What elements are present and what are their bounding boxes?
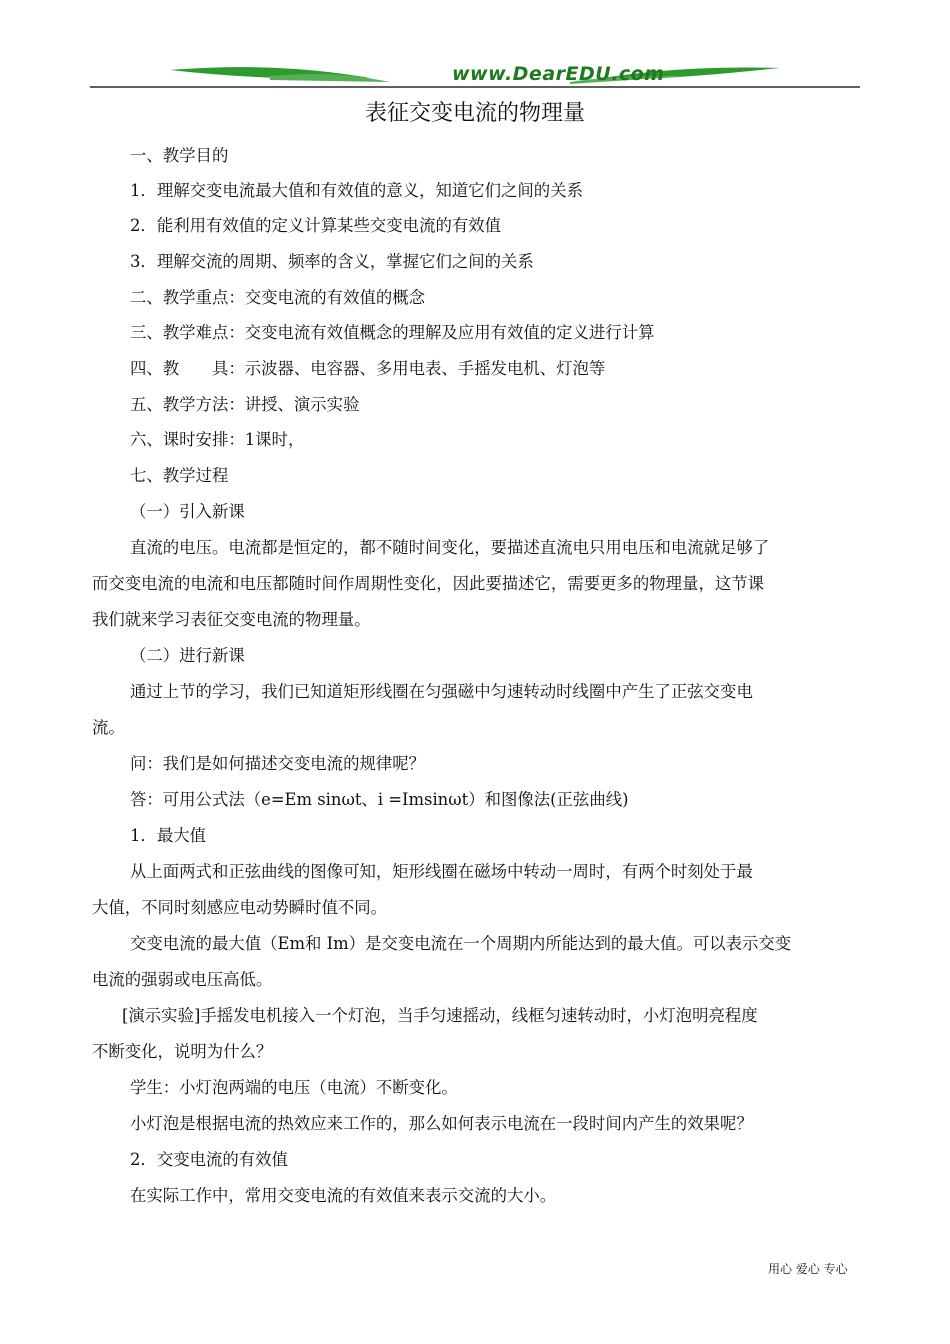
list-item: 1．最大值: [130, 826, 206, 845]
paragraph-line: 大值，不同时刻感应电动势瞬时值不同。: [92, 898, 388, 917]
paragraph-line: 流。: [92, 718, 125, 737]
section-heading: 六、课时安排：1课时，: [130, 430, 305, 449]
paragraph-line: 通过上节的学习，我们已知道矩形线圈在匀强磁中匀速转动时线圈中产生了正弦交变电: [130, 682, 753, 701]
list-item: 2．交变电流的有效值: [130, 1150, 288, 1169]
paragraph-line: 交变电流的最大值（Em和 Im）是交变电流在一个周期内所能达到的最大值。可以表示交变: [130, 934, 792, 953]
answer-line: 答：可用公式法（e=Em sinωt、i =Imsinωt）和图像法(正弦曲线): [130, 790, 629, 809]
subsection-heading: （一）引入新课: [130, 502, 245, 521]
section-heading: 一、教学目的: [130, 146, 229, 165]
paragraph-line: [演示实验]手摇发电机接入一个灯泡，当手匀速摇动，线框匀速转动时，小灯泡明亮程度: [122, 1006, 758, 1025]
paragraph-line: 直流的电压。电流都是恒定的，都不随时间变化，要描述直流电只用电压和电流就足够了: [130, 538, 770, 557]
paragraph-line: 我们就来学习表征交变电流的物理量。: [92, 610, 371, 629]
subsection-heading: （二）进行新课: [130, 646, 245, 665]
paragraph-line: 从上面两式和正弦曲线的图像可知，矩形线圈在磁场中转动一周时，有两个时刻处于最: [130, 862, 753, 881]
section-heading: 四、教 具：示波器、电容器、多用电表、手摇发电机、灯泡等: [130, 359, 606, 378]
section-heading: 二、教学重点：交变电流的有效值的概念: [130, 288, 426, 307]
list-item: 3．理解交流的周期、频率的含义，掌握它们之间的关系: [130, 252, 534, 271]
page-title: 表征交变电流的物理量: [364, 101, 585, 126]
page-header: [90, 58, 860, 98]
question-line: 问：我们是如何描述交变电流的规律呢？: [130, 754, 426, 773]
paragraph-line: 电流的强弱或电压高低。: [92, 970, 273, 989]
section-heading: 七、教学过程: [130, 466, 229, 485]
paragraph-line: 不断变化，说明为什么？: [92, 1042, 273, 1061]
section-heading: 五、教学方法：讲授、演示实验: [130, 395, 360, 414]
paragraph-line: 在实际工作中，常用交变电流的有效值来表示交流的大小。: [130, 1186, 557, 1205]
section-heading: 三、教学难点：交变电流有效值概念的理解及应用有效值的定义进行计算: [130, 323, 655, 342]
paragraph-line: 学生：小灯泡两端的电压（电流）不断变化。: [130, 1078, 458, 1097]
paragraph-line: 小灯泡是根据电流的热效应来工作的，那么如何表示电流在一段时间内产生的效果呢？: [130, 1114, 753, 1133]
site-logo-text: www.DearEDU.com: [452, 63, 665, 85]
list-item: 1．理解交变电流最大值和有效值的意义，知道它们之间的关系: [130, 181, 583, 200]
list-item: 2．能利用有效值的定义计算某些交变电流的有效值: [130, 216, 502, 235]
paragraph-line: 而交变电流的电流和电压都随时间作周期性变化，因此要描述它，需要更多的物理量，这节课: [92, 574, 765, 593]
page-footer: 用心 爱心 专心: [768, 1262, 848, 1276]
